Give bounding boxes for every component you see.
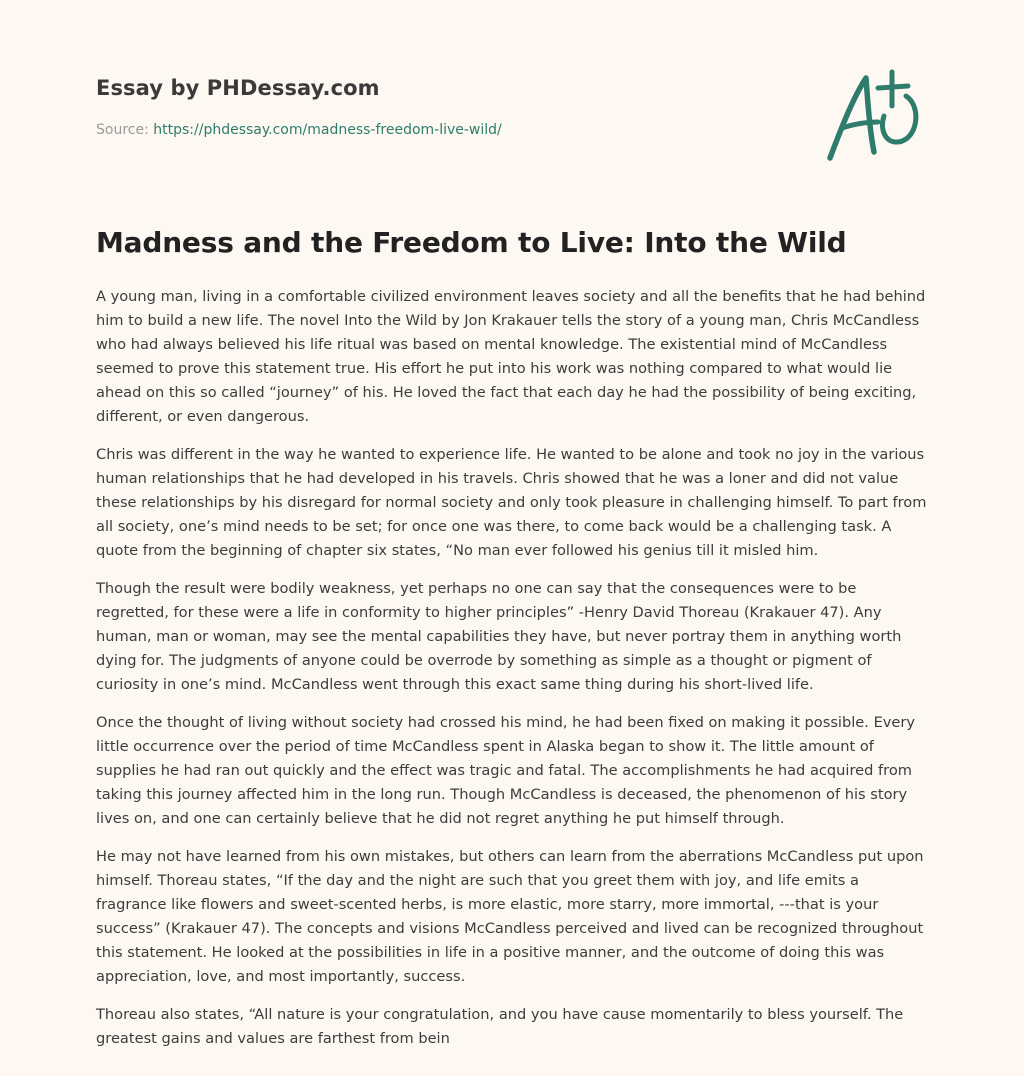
essay-paragraph: Chris was different in the way he wanted to experience life. He wanted to be alone and took no joy in the various human relationships that he had developed in his travels. Chris showed that he was a loner and did not value these relationships by his disregard for normal society and only took pleasure in challenging himself. To part from all society, one’s mind needs to be set; for once one was there, to come back would be a challenging task. A quote from the beginning of chapter six states, “No man ever followed his genius till it misled him. xyxy=(96,446,927,559)
essay-body xyxy=(96,285,932,1065)
essay-paragraph: Though the result were bodily weakness, yet perhaps no one can say that the consequences were to be regretted, for these were a life in conformity to higher principles” -Henry David Thoreau (Krakauer 47). Any human, man or woman, may see the mental capabilities they have, but never portray them in anything worth dying for. The judgments of anyone could be overrode by something as simple as a thought or pigment of curiosity in one’s mind. McCandless went through this exact same thing during his short-lived life. xyxy=(96,580,902,693)
source-link[interactable]: https://phdessay.com/madness-freedom-live-wild/ xyxy=(153,122,502,138)
site-brand: Essay by PHDessay.com xyxy=(96,76,380,100)
essay-paragraph: Thoreau also states, “All nature is your congratulation, and you have cause momentarily to bless yourself. The greatest gains and values are farthest from bein xyxy=(96,1006,904,1047)
essay-paragraph: Once the thought of living without society had crossed his mind, he had been fixed on making it possible. Every little occurrence over the period of time McCandless spent in Alaska began to show it. The little amount of supplies he had ran out quickly and the effect was tragic and fatal. The accomplishments he had acquired from taking this journey affected him in the long run. Though McCandless is deceased, the phenomenon of his story lives on, and one can certainly believe that he did not regret anything he put himself through. xyxy=(96,714,916,827)
source-label: Source: xyxy=(96,122,149,138)
essay-paragraph: A young man, living in a comfortable civilized environment leaves society and all the benefits that he had behind him to build a new life. The novel Into the Wild by Jon Krakauer tells the story of a young man, Chris McCandless who had always believed his life ritual was based on mental knowledge. The existential mind of McCandless seemed to prove this statement true. His effort he put into his work was nothing compared to what would lie ahead on this so called “journey” of his. He loved the fact that each day he had the possibility of being exciting, different, or even dangerous. xyxy=(96,288,926,425)
essay-title: Madness and the Freedom to Live: Into the Wild xyxy=(96,226,847,259)
essay-paragraph: He may not have learned from his own mistakes, but others can learn from the aberrations McCandless put upon himself. Thoreau states, “If the day and the night are such that you greet them with joy, and life emits a fragrance like flowers and sweet-scented herbs, is more elastic, more starry, more immortal, ---that is your success” (Krakauer 47). The concepts and visions McCandless perceived and lived can be recognized throughout this statement. He looked at the possibilities in life in a positive manner, and the outcome of doing this was appreciation, love, and most importantly, success. xyxy=(96,848,924,985)
source-line xyxy=(96,122,796,138)
page-header xyxy=(96,76,796,138)
a-plus-grade-icon xyxy=(820,66,930,166)
